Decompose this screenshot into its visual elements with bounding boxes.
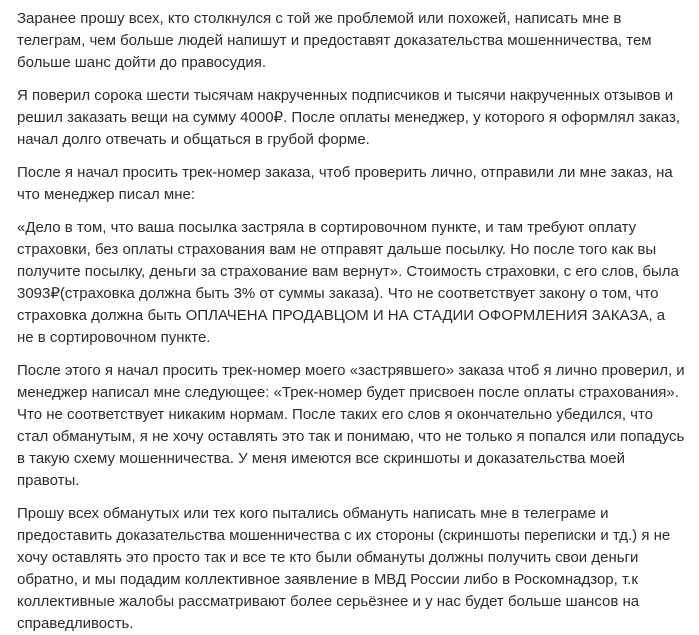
paragraph-insurance-quote: «Дело в том, что ваша посылка застряла в сортировочном пункте, и там требуют оплату страховки, без оплаты страхования вам не отправят дальше посылку. Но после того как вы получите посылку, деньги за страхование вам вернут». Стоимость страховки, с его слов, была 3093₽(страховка должна быть 3% от суммы заказа). Что не соответствует закону о том, что страховка должна быть ОПЛАЧЕНА ПРОДАВЦОМ И НА СТАДИИ ОФОРМЛЕНИЯ ЗАКАЗА, а не в сортировочном пункте. (17, 219, 679, 346)
paragraph-track-number: После этого я начал просить трек-номер моего «застрявшего» заказа чтоб я лично проверил, и менеджер написал мне следующее: «Трек-номер будет присвоен после оплаты страхования». Что не соответствует никаким нормам. После таких его слов я окончательно убедился, что стал обманутым, я не хочу оставлять это так и понимаю, что не только я попался или попадусь в такую схему мошенничества. У меня имеются все скриншоты и доказательства моей правоты. (17, 362, 685, 489)
post-body (17, 8, 685, 635)
paragraph-order: Я поверил сорока шести тысячам накрученных подписчиков и тысячи накрученных отзывов и решил заказать вещи на сумму 4000₽. После оплаты менеджер, у которого я оформлял заказ, начал долго отвечать и общаться в грубой форме. (17, 87, 680, 148)
paragraph-collective-complaint: Прошу всех обманутых или тех кого пытались обмануть написать мне в телеграме и предоставить доказательства мошенничества с их стороны (скриншоты переписки и тд.) я не хочу оставлять это просто так и все те кто были обмануты должны получить свои деньги обратно, и мы подадим коллективное заявление в МВД России либо в Роскомнадзор, т.к коллективные жалобы рассматривают более серьёзнее и у нас будет больше шансов на справедливость. (17, 505, 671, 632)
paragraph-appeal: Заранее прошу всех, кто столкнулся с той же проблемой или похожей, написать мне в телеграм, чем больше людей напишут и предоставят доказательства мошенничества, тем больше шанс дойти до правосудия. (17, 10, 652, 71)
paragraph-track-request: После я начал просить трек-номер заказа, чтоб проверить лично, отправили ли мне заказ, на что менеджер писал мне: (17, 164, 673, 203)
